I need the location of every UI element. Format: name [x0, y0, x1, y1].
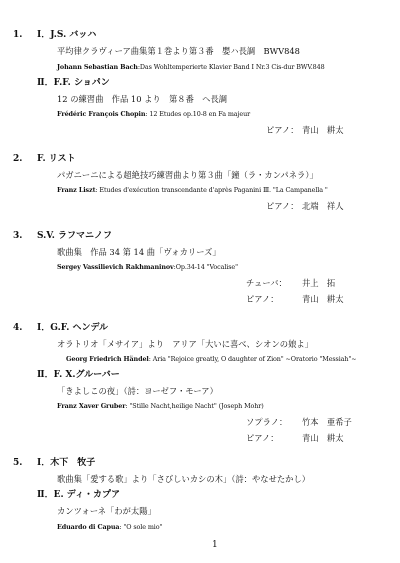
section-4-title-en: [66, 356, 357, 362]
section-1-sub-heading: Ⅱ．F.F. ショパン: [37, 78, 110, 88]
section-5-sub-work-en: : "O sole mio": [119, 523, 163, 531]
section-3-heading: S.V. ラフマニノフ: [37, 231, 112, 241]
performer-role: ソプラノ：: [246, 417, 288, 427]
section-1-number: 1.: [13, 30, 23, 40]
performer-name: 井上 拓: [302, 278, 336, 288]
section-5-title-jp: 歌曲集「愛する歌」より「さびしいカシの木」（詩：やなせたかし）: [57, 474, 311, 484]
performer-name: 青山 耕太: [302, 125, 344, 135]
section-5-sub-heading: Ⅱ．E. ディ・カプア: [37, 490, 120, 500]
section-5-number: 5.: [13, 458, 23, 468]
section-2-number: 2.: [13, 154, 23, 164]
performer-role: ピアノ：: [266, 125, 299, 135]
section-1-sub-composer-en: Frédéric François Chopin: [57, 110, 146, 118]
performer-row: [246, 418, 352, 426]
section-1-title-jp: 平均律クラヴィーア曲集第１巻より第３番 嬰ハ長調 BWV848: [57, 46, 300, 56]
section-3-title-en: [57, 264, 238, 270]
section-4-sub-work-en: : "Stille Nacht,heilige Nacht" (Joseph Mohr): [125, 402, 264, 410]
section-4-sub-composer-en: Franz Xaver Gruber: [57, 402, 126, 410]
section-3-composer-en: Sergey Vassilievich Rakhmaninov: [57, 263, 174, 271]
section-5-heading: Ⅰ．木下 牧子: [37, 458, 96, 468]
performer-role: ピアノ：: [246, 294, 279, 304]
section-5-sub-title-jp: カンツォーネ「わが太陽」: [57, 506, 156, 516]
section-4-work-en: : Aria "Rejoice greatly, O daughter of Zion" ~Oratorio "Messiah"~: [148, 355, 357, 363]
section-2-title-en: [57, 187, 328, 193]
section-1-title-en: [57, 64, 325, 70]
performer-name: 青山 耕太: [302, 433, 344, 443]
section-1-work-en: :Das Wohltemperierte Klavier Band Ⅰ Nr.3 Cis-dur BWV.848: [137, 63, 325, 71]
section-3-number: 3.: [13, 231, 23, 241]
section-4-title-jp: オラトリオ「メサイア」より アリア「大いに喜べ、シオンの娘よ」: [57, 339, 313, 349]
section-2-title-jp: パガニーニによる超絶技巧練習曲より第３曲「鐘（ラ・カンパネラ）」: [57, 170, 318, 180]
performer-name: 北端 祥人: [302, 201, 344, 211]
performer-role: チューバ：: [246, 278, 287, 288]
performer-row: [266, 202, 344, 210]
performer-row: [246, 434, 344, 442]
section-2-heading: F. リスト: [37, 154, 76, 164]
section-1-sub-work-en: : 12 Etudes op.10-8 en Fa majeur: [145, 110, 251, 118]
performer-row: [266, 126, 344, 134]
page-number: 1: [212, 540, 218, 550]
section-4-number: 4.: [13, 323, 23, 333]
section-5-sub-composer-en: Eduardo di Capua: [57, 523, 120, 531]
performer-row: [246, 279, 335, 287]
performer-role: ピアノ：: [246, 433, 279, 443]
section-4-composer-en: Georg Friedrich Händel: [66, 355, 149, 363]
section-1-heading: Ⅰ．J.S. バッハ: [37, 30, 97, 40]
performer-row: [246, 295, 344, 303]
performer-role: ピアノ：: [266, 201, 299, 211]
section-1-sub-title-en: [57, 111, 250, 117]
section-2-composer-en: Franz Liszt: [57, 186, 96, 194]
section-1-sub-title-jp: 12 の練習曲 作品 10 より 第８番 ヘ長調: [57, 94, 228, 104]
section-3-work-en: :Op.34-14 "Vocalise": [173, 263, 238, 271]
section-4-sub-heading: Ⅱ．F. X.グルーバー: [37, 370, 120, 380]
section-4-heading: Ⅰ．G.F. ヘンデル: [37, 323, 109, 333]
section-4-sub-title-jp: 「きよしこの夜」（詩：ヨーゼフ・モーア）: [57, 386, 218, 396]
performer-name: 青山 耕太: [302, 294, 344, 304]
section-5-sub-title-en: [57, 524, 162, 530]
section-3-title-jp: 歌曲集 作品 34 第 14 曲「ヴォカリーズ」: [57, 247, 221, 257]
section-4-sub-title-en: [57, 403, 264, 409]
section-2-work-en: : Etudes d'exécution transcendante d'après Paganini Ⅲ. "La Campanella ": [95, 186, 328, 194]
section-1-composer-en: Johann Sebastian Bach: [57, 63, 138, 71]
performer-name: 竹本 亜希子: [302, 417, 352, 427]
